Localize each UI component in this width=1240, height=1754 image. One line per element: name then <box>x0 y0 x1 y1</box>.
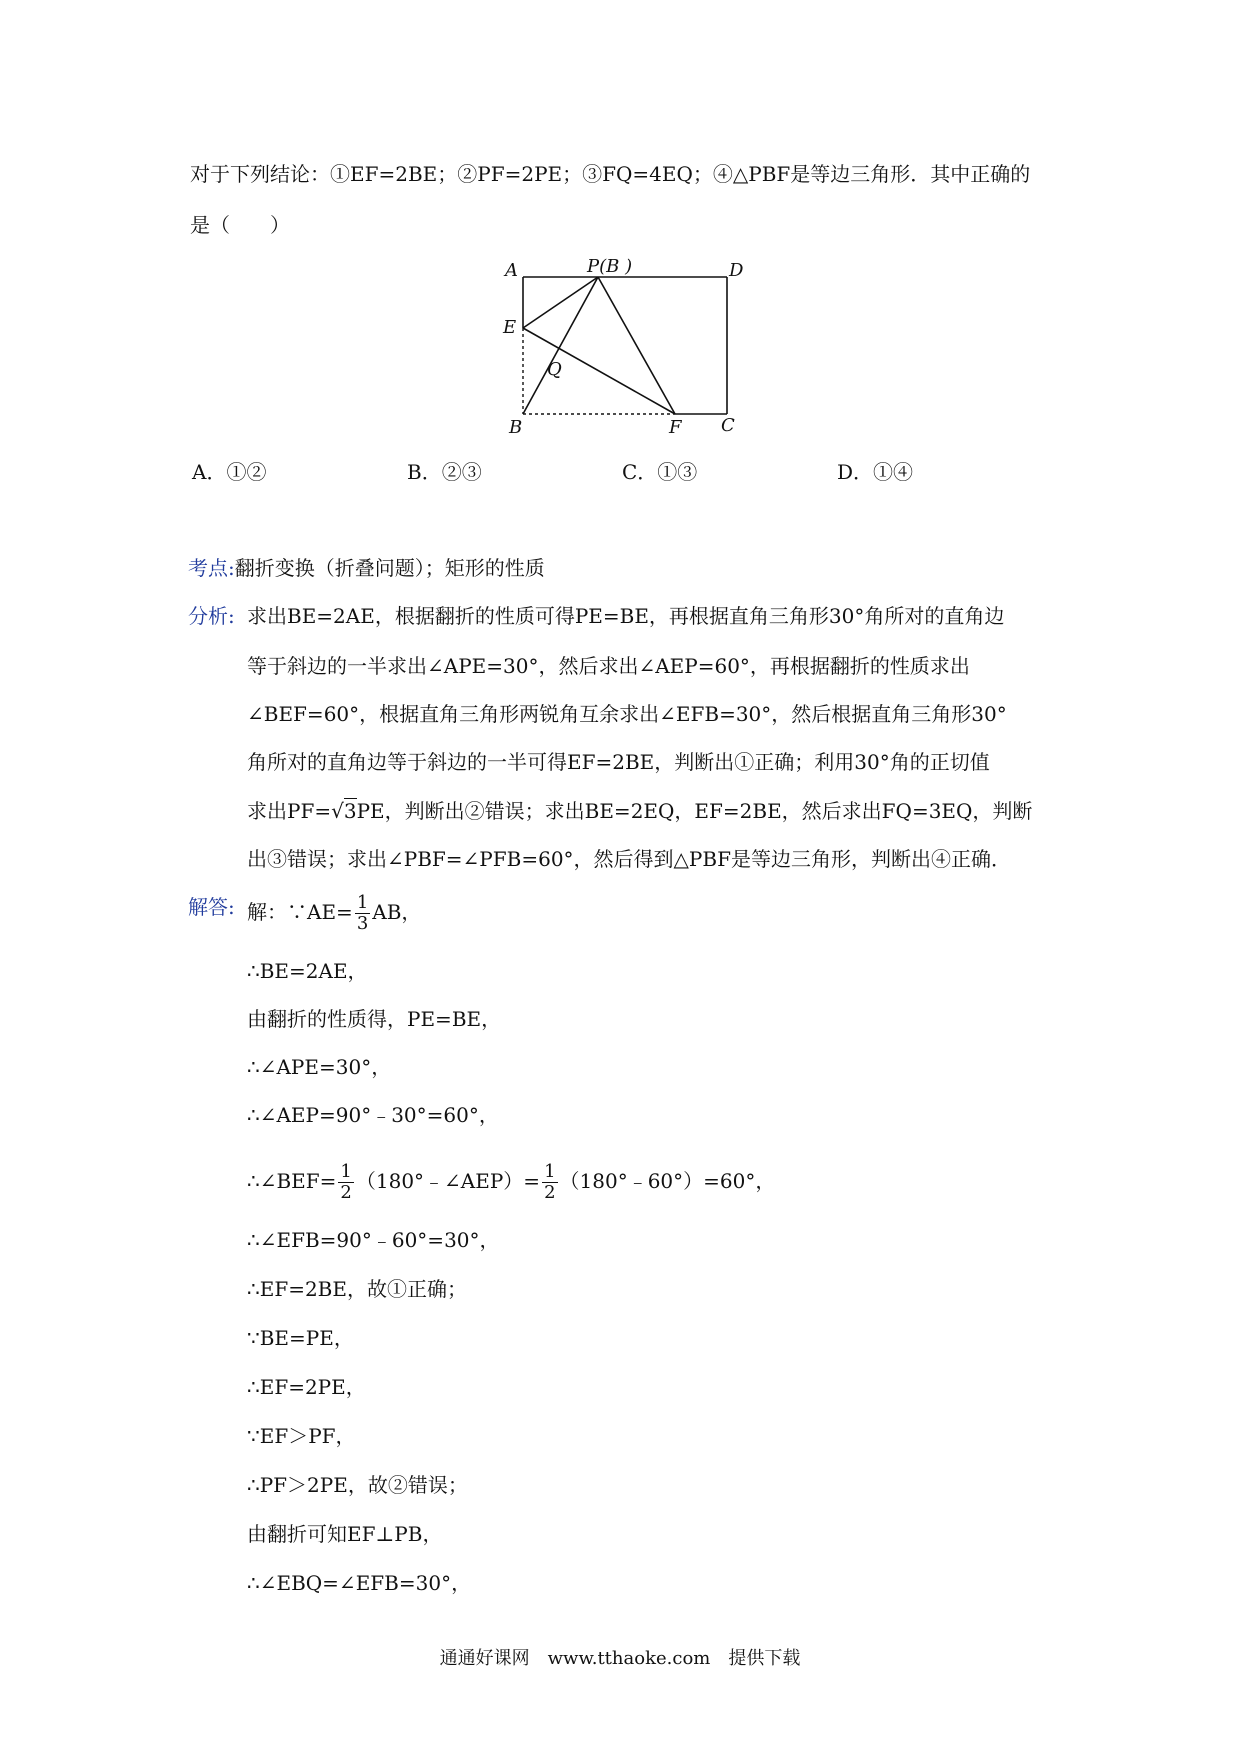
fenxi-line-1: 求出BE=2AE，根据翻折的性质可得PE=BE，再根据直角三角形30°角所对的直角边 <box>247 604 1005 628</box>
fraction-one-half-2: $\frac{1}{2}$ <box>544 1161 556 1203</box>
fenxi-line-2: 等于斜边的一半求出∠APE=30°，然后求出∠AEP=60°，再根据翻折的性质求出 <box>247 654 970 678</box>
label-A: A <box>505 260 518 281</box>
jieda-step-14: ∴∠EBQ=∠EFB=30°， <box>247 1571 472 1595</box>
jieda-step-9: ∵BE=PE， <box>247 1326 354 1350</box>
fenxi-line-5a: 求出PF= <box>247 799 332 823</box>
jieda-step-2: ∴BE=2AE， <box>247 959 368 983</box>
kaodian-label: 考点: <box>188 556 235 580</box>
page-footer: 通通好课网 www.tthaoke.com 提供下载 <box>439 1648 801 1669</box>
jieda-step-7: ∴∠EFB=90°﹣60°=30°， <box>247 1228 500 1252</box>
label-PB: P(B ) <box>587 258 633 277</box>
kaodian-block <box>188 554 545 582</box>
jieda-step-4: ∴∠APE=30°， <box>247 1055 392 1079</box>
label-Q: Q <box>547 359 562 380</box>
jieda-step-8: ∴EF=2BE，故①正确； <box>247 1277 467 1301</box>
question-line-1: 对于下列结论：①EF=2BE；②PF=2PE；③FQ=4EQ；④△PBF是等边三角形．其中正确的 <box>190 162 1031 186</box>
edge-BP <box>523 277 598 414</box>
jieda-step-6 <box>247 1162 775 1203</box>
jieda-step-6c: （180°﹣60°）=60°， <box>559 1169 776 1193</box>
question-line-2: 是（ ） <box>190 213 290 237</box>
jieda-step-12: ∴PF＞2PE，故②错误； <box>247 1473 468 1497</box>
fraction-one-half-1: $\frac{1}{2}$ <box>340 1161 352 1203</box>
jieda-step-5: ∴∠AEP=90°﹣30°=60°， <box>247 1103 499 1127</box>
jieda-step-6a: ∴∠BEF= <box>247 1169 337 1193</box>
label-C: C <box>721 415 735 436</box>
label-F: F <box>669 417 682 438</box>
jieda-step-1b: AB， <box>372 900 422 924</box>
edge-EP <box>523 277 598 328</box>
option-b: B．②③ <box>407 460 482 484</box>
fenxi-label: 分析: <box>188 604 235 628</box>
option-c: C．①③ <box>622 460 698 484</box>
fraction-one-third: $\frac{1}{3}$ <box>356 892 369 934</box>
fenxi-line-5c: PE，判断出②错误；求出BE=2EQ，EF=2BE，然后求出FQ=3EQ，判断 <box>356 799 1033 823</box>
jieda-step-1 <box>247 893 421 934</box>
label-E: E <box>503 317 517 338</box>
option-d: D．①④ <box>837 460 914 484</box>
sqrt-radicand: 3 <box>343 799 357 823</box>
option-a: A．①② <box>192 460 267 484</box>
jieda-step-1a: 解：∵AE= <box>247 900 353 924</box>
kaodian-text: 翻折变换（折叠问题）；矩形的性质 <box>234 556 545 580</box>
jieda-step-3: 由翻折的性质得，PE=BE， <box>247 1007 502 1031</box>
sqrt-symbol: √3 <box>331 799 357 823</box>
edge-PF <box>598 277 675 414</box>
fenxi-line-5 <box>247 797 1032 825</box>
label-B: B <box>509 417 523 438</box>
label-D: D <box>729 260 744 281</box>
jieda-step-10: ∴EF=2PE， <box>247 1375 366 1399</box>
fenxi-line-3: ∠BEF=60°，根据直角三角形两锐角互余求出∠EFB=30°，然后根据直角三角形30° <box>247 702 1007 726</box>
fenxi-line-4: 角所对的直角边等于斜边的一半可得EF=2BE，判断出①正确；利用30°角的正切值 <box>247 750 990 774</box>
jieda-step-6b: （180°﹣∠AEP）= <box>355 1169 541 1193</box>
geometry-figure <box>495 258 765 448</box>
jieda-label: 解答: <box>188 895 235 919</box>
fenxi-line-6: 出③错误；求出∠PBF=∠PFB=60°，然后得到△PBF是等边三角形，判断出④正确． <box>247 847 1011 871</box>
jieda-step-11: ∵EF＞PF， <box>247 1424 356 1448</box>
jieda-step-13: 由翻折可知EF⊥PB， <box>247 1522 443 1546</box>
